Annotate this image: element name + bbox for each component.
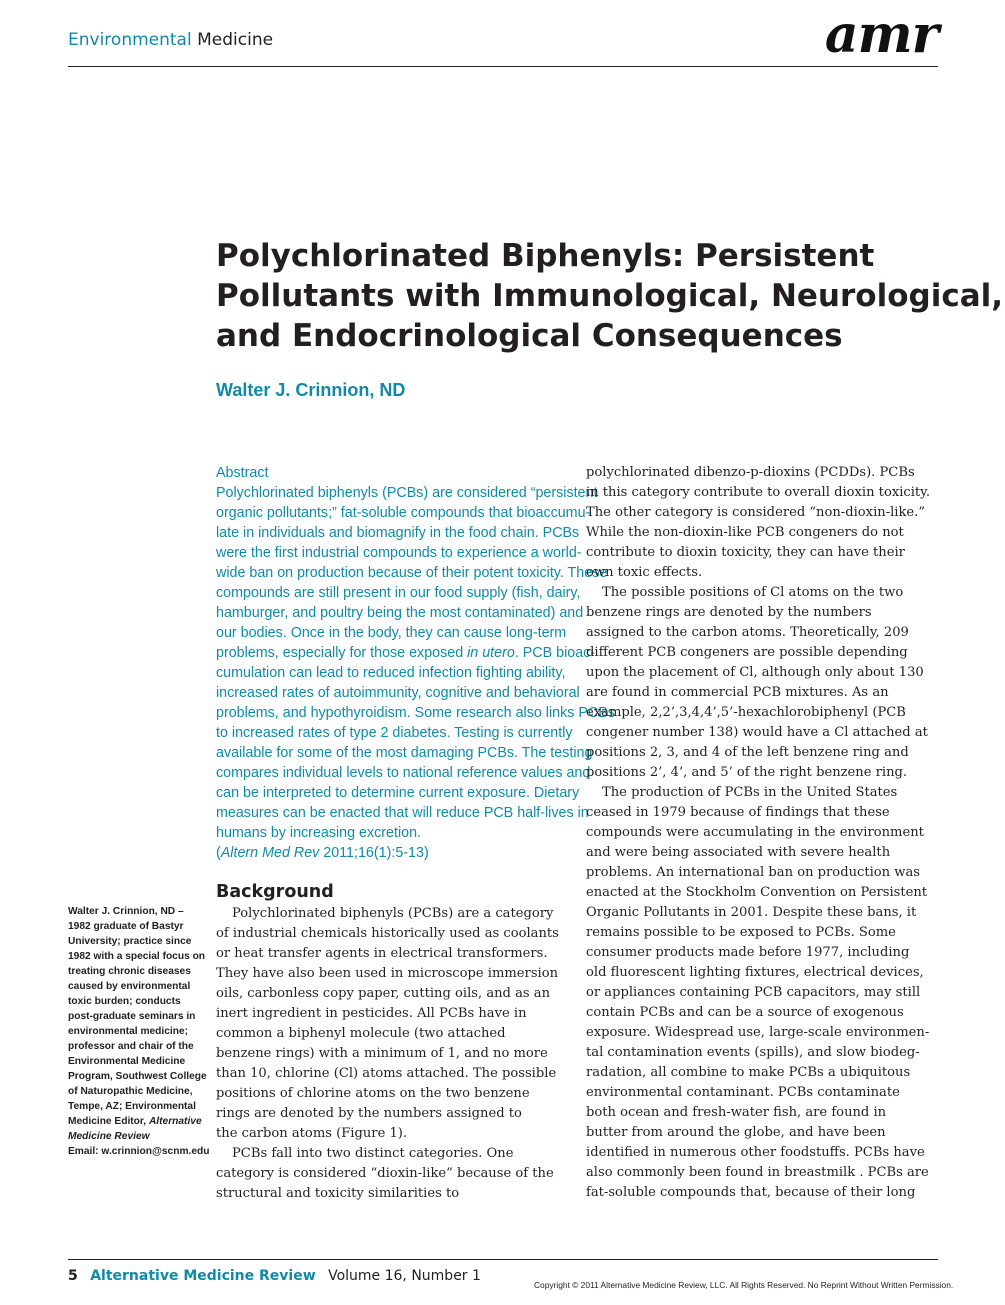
body-line: than 10, chlorine (Cl) atoms attached. The possible xyxy=(216,1066,557,1081)
title-line: Polychlorinated Biphenyls: Persistent xyxy=(216,238,875,274)
body-line: the carbon atoms (Figure 1). xyxy=(216,1126,408,1141)
body-line: rings are denoted by the numbers assigned to xyxy=(216,1106,522,1121)
body-line: inert ingredient in pesticides. All PCBs have in xyxy=(216,1006,527,1021)
body-line: tal contamination events (spills), and slow biodeg- xyxy=(586,1045,920,1060)
body-line: assigned to the carbon atoms. Theoretically, 209 xyxy=(586,625,909,640)
abstract-line: increased rates of autoimmunity, cognitive and behavioral xyxy=(216,685,580,701)
body-line: environmental contaminant. PCBs contaminate xyxy=(586,1085,900,1100)
body-line: benzene rings are denoted by the numbers xyxy=(586,605,872,620)
title-line: and Endocrinological Consequences xyxy=(216,318,843,354)
abstract-line: were the first industrial compounds to experience a world- xyxy=(216,545,582,561)
body-line: positions 2’, 4’, and 5’ of the right benzene ring. xyxy=(586,765,908,780)
bio-line: Program, Southwest College xyxy=(68,1071,207,1082)
abstract-line: measures can be enacted that will reduce PCB half-lives in xyxy=(216,805,589,821)
abstract-line: compares individual levels to national reference values and xyxy=(216,765,591,781)
abstract-line: organic pollutants;” fat-soluble compounds that bioaccumu- xyxy=(216,505,591,521)
body-line: The other category is considered “non-dioxin-like.” xyxy=(586,505,926,520)
bio-line: 1982 with a special focus on xyxy=(68,951,206,962)
footer-divider xyxy=(68,1259,938,1260)
journal-logo: amr xyxy=(824,4,938,65)
bio-line: Walter J. Crinnion, ND – xyxy=(68,906,184,917)
body-line: in this category contribute to overall dioxin toxicity. xyxy=(586,485,931,500)
abstract xyxy=(216,463,615,863)
body-line: enacted at the Stockholm Convention on Persistent xyxy=(586,885,928,900)
abstract-line: to increased rates of type 2 diabetes. Testing is currently xyxy=(216,725,573,741)
journal-name: Alternative Medicine Review xyxy=(90,1268,316,1284)
bio-line: Email: w.crinnion@scnm.edu xyxy=(68,1146,210,1157)
bio-line: of Naturopathic Medicine, xyxy=(68,1086,193,1097)
abstract-heading: Abstract xyxy=(216,465,269,481)
abstract-line: cumulation can lead to reduced infection fighting ability, xyxy=(216,665,566,681)
body-line: contribute to dioxin toxicity, they can have their xyxy=(586,545,905,560)
abstract-line: late in individuals and biomagnify in the food chain. PCBs xyxy=(216,525,580,541)
body-line: radation, all combine to make PCBs a ubiquitous xyxy=(586,1065,911,1080)
abstract-line: problems, and hypothyroidism. Some research also links PCBs xyxy=(216,705,615,721)
bio-line: Tempe, AZ; Environmental xyxy=(68,1101,196,1112)
body-line: While the non-dioxin-like PCB congeners do not xyxy=(586,525,904,540)
background-column-right xyxy=(586,463,940,1203)
body-line: and were being associated with severe health xyxy=(586,845,891,860)
page-number: 5 xyxy=(68,1268,78,1284)
page-footer xyxy=(68,1266,481,1286)
bio-line: caused by environmental xyxy=(68,981,191,992)
body-line: identified in numerous other foodstuffs. PCBs have xyxy=(586,1145,925,1160)
abstract-line: hamburger, and poultry being the most contaminated) and xyxy=(216,605,584,621)
body-line: problems. An international ban on production was xyxy=(586,865,920,880)
bio-line: Medicine Editor, Alternative xyxy=(68,1116,202,1127)
body-line: butter from around the globe, and have been xyxy=(586,1125,886,1140)
copyright-notice: Copyright © 2011 Alternative Medicine Review, LLC. All Rights Reserved. No Reprint Without Written Permission. xyxy=(534,1280,954,1290)
abstract-line: compounds are still present in our food supply (fish, dairy, xyxy=(216,585,581,601)
body-line: structural and toxicity similarities to xyxy=(216,1186,460,1201)
bio-line: University; practice since xyxy=(68,936,192,947)
body-line: PCBs fall into two distinct categories. One xyxy=(232,1146,514,1161)
body-line: old fluorescent lighting fixtures, electrical devices, xyxy=(586,965,924,980)
article-title xyxy=(216,236,1004,356)
abstract-text xyxy=(216,483,615,863)
body-line: also commonly been found in breastmilk . PCBs are xyxy=(586,1165,929,1180)
body-line: compounds were accumulating in the environment xyxy=(586,825,924,840)
abstract-line: problems, especially for those exposed in utero. PCB bioac- xyxy=(216,645,596,661)
body-line: congener number 138) would have a Cl attached at xyxy=(586,725,928,740)
section-label xyxy=(68,30,273,50)
abstract-line: (Altern Med Rev 2011;16(1):5-13) xyxy=(216,845,429,861)
body-line: upon the placement of Cl, although only about 130 xyxy=(586,665,924,680)
abstract-line: can be interpreted to determine current exposure. Dietary xyxy=(216,785,580,801)
bio-line: post-graduate seminars in xyxy=(68,1011,196,1022)
body-line: remains possible to be exposed to PCBs. Some xyxy=(586,925,896,940)
section-label-accent: Environmental xyxy=(68,30,192,50)
bio-line: environmental medicine; xyxy=(68,1026,189,1037)
body-line: Organic Pollutants in 2001. Despite these bans, it xyxy=(586,905,917,920)
section-label-rest: Medicine xyxy=(197,30,274,50)
background-text-right xyxy=(586,463,940,1203)
abstract-line: wide ban on production because of their potent toxicity. These xyxy=(216,565,608,581)
body-line: ceased in 1979 because of findings that these xyxy=(586,805,890,820)
body-line: They have also been used in microscope immersion xyxy=(216,966,559,981)
body-line: own toxic effects. xyxy=(586,565,703,580)
abstract-line: our bodies. Once in the body, they can cause long-term xyxy=(216,625,567,641)
body-line: polychlorinated dibenzo-p-dioxins (PCDDs). PCBs xyxy=(586,465,915,480)
abstract-line: humans by increasing excretion. xyxy=(216,825,422,841)
body-line: positions of chlorine atoms on the two benzene xyxy=(216,1086,530,1101)
title-line: Pollutants with Immunological, Neurological, xyxy=(216,278,1004,314)
body-line: exposure. Widespread use, large-scale environmen- xyxy=(586,1025,930,1040)
body-line: The production of PCBs in the United States xyxy=(602,785,898,800)
body-line: fat-soluble compounds that, because of their long xyxy=(586,1185,916,1200)
abstract-line: available for some of the most damaging PCBs. The testing xyxy=(216,745,593,761)
background-column-left xyxy=(216,880,568,1204)
bio-line: 1982 graduate of Bastyr xyxy=(68,921,184,932)
body-line: example, 2,2’,3,4,4’,5’-hexachlorobiphenyl (PCB xyxy=(586,705,906,720)
journal-volume: Volume 16, Number 1 xyxy=(328,1268,481,1284)
bio-line: toxic burden; conducts xyxy=(68,996,181,1007)
background-text-left xyxy=(216,904,568,1204)
bio-line: treating chronic diseases xyxy=(68,966,191,977)
body-line: contain PCBs and can be a source of exogenous xyxy=(586,1005,904,1020)
body-line: or heat transfer agents in electrical transformers. xyxy=(216,946,548,961)
body-line: different PCB congeners are possible depending xyxy=(586,645,908,660)
bio-line: Environmental Medicine xyxy=(68,1056,186,1067)
body-line: category is considered “dioxin-like” because of the xyxy=(216,1166,554,1181)
bio-line: professor and chair of the xyxy=(68,1041,194,1052)
body-line: common a biphenyl molecule (two attached xyxy=(216,1026,506,1041)
background-heading: Background xyxy=(216,882,334,902)
body-line: consumer products made before 1977, including xyxy=(586,945,910,960)
body-line: are found in commercial PCB mixtures. As an xyxy=(586,685,889,700)
body-line: oils, carbonless copy paper, cutting oils, and as an xyxy=(216,986,551,1001)
body-line: benzene rings) with a minimum of 1, and no more xyxy=(216,1046,548,1061)
body-line: The possible positions of Cl atoms on the two xyxy=(602,585,904,600)
body-line: both ocean and fresh-water fish, are found in xyxy=(586,1105,887,1120)
bio-line: Medicine Review xyxy=(68,1131,150,1142)
body-line: of industrial chemicals historically used as coolants xyxy=(216,926,559,941)
body-line: Polychlorinated biphenyls (PCBs) are a category xyxy=(232,906,554,921)
article-author: Walter J. Crinnion, ND xyxy=(216,380,406,400)
author-bio xyxy=(68,904,210,1159)
header-divider xyxy=(68,66,938,67)
body-line: positions 2, 3, and 4 of the left benzene ring and xyxy=(586,745,909,760)
body-line: or appliances containing PCB capacitors, may still xyxy=(586,985,921,1000)
abstract-line: Polychlorinated biphenyls (PCBs) are considered “persistent xyxy=(216,485,598,501)
